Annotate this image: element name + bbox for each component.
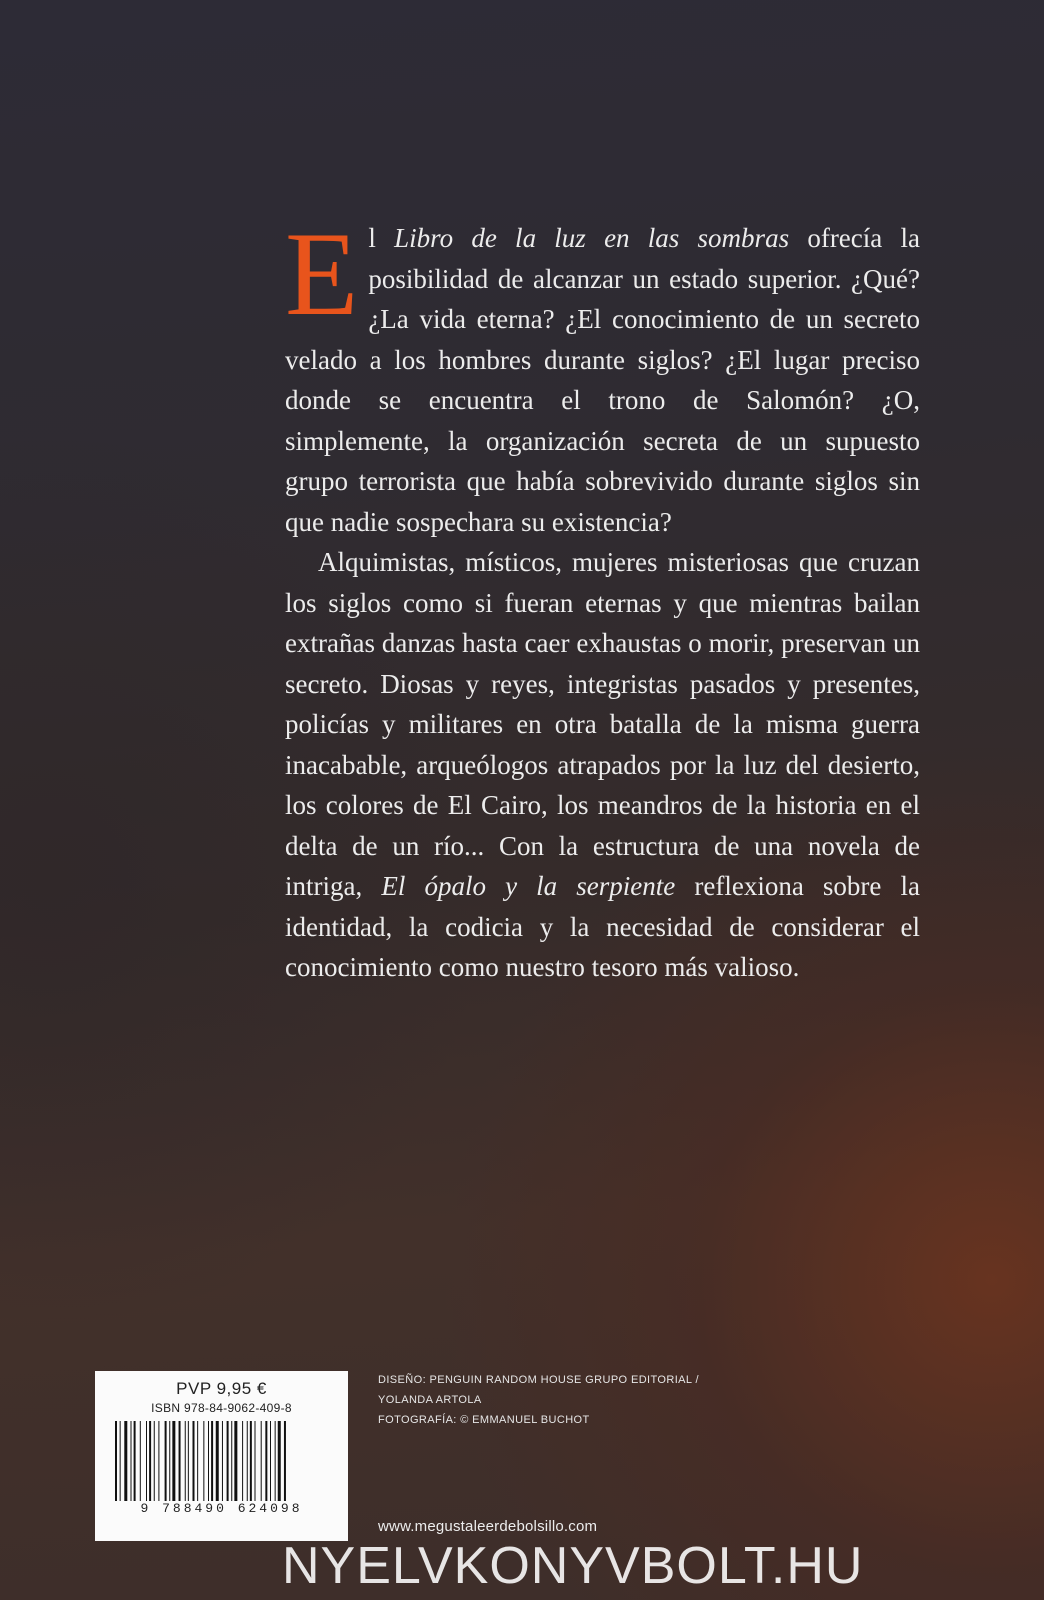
barcode-bar	[153, 1421, 154, 1501]
barcode-bar	[234, 1421, 237, 1501]
barcode-panel	[95, 1371, 348, 1541]
barcode-bar	[187, 1421, 188, 1501]
barcode-bar	[265, 1421, 267, 1501]
blurb-p1-lead: l	[368, 223, 395, 253]
barcode-bar	[274, 1421, 275, 1501]
book-title-italic: Libro de la luz en las sombras	[394, 223, 790, 253]
price-label: PVP 9,95 €	[176, 1379, 267, 1398]
barcode-bar	[203, 1421, 204, 1501]
blurb-p2-end: reflexiona sobre la identidad, la codicia y la necesidad de considerar el conocimiento como nuestro tesoro más valioso.	[285, 871, 920, 982]
barcode-bar	[130, 1421, 131, 1501]
barcode-bar	[277, 1421, 280, 1501]
barcode-bar	[178, 1421, 180, 1501]
barcode-bar	[158, 1421, 159, 1501]
barcode-bar	[172, 1421, 175, 1501]
blurb-p2-text: Alquimistas, místicos, mujeres misteriosas que cruzan los siglos como si fueran eternas y que mientras bailan extrañas danzas hasta caer exhaustas o morir, preservan un secreto. Diosas y reyes, integristas pasados y presentes, policías y militares en otra batalla de la misma guerra inacabable, arqueólogos atrapados por la luz del desierto, los colores de El Cairo, los meandros de la historia en el delta de un río... Con la estructura de una novela de intriga,	[285, 547, 920, 901]
blurb-p1-text: ofrecía la posibilidad de alcanzar un estado superior. ¿Qué? ¿La vida eterna? ¿El conocimiento de un secreto velado a los hombres durante siglos? ¿El lugar preciso donde se encuentra el trono de Salomón? ¿O, simplemente, la organización secreta de un supuesto grupo terrorista que había sobrevivido durante siglos sin que nadie sospechara su existencia?	[285, 223, 920, 537]
barcode-bar	[169, 1421, 170, 1501]
barcode-bar	[231, 1421, 232, 1501]
barcode-bar	[246, 1421, 247, 1501]
blurb-paragraph-1	[285, 207, 920, 542]
credits-designer-line: YOLANDA ARTOLA	[378, 1394, 482, 1406]
publisher-website: www.megustaleerdebolsillo.com	[378, 1518, 598, 1535]
credits-design-line: DISEÑO: PENGUIN RANDOM HOUSE GRUPO EDITORIAL /	[378, 1374, 699, 1386]
barcode-bar	[192, 1421, 194, 1501]
barcode-bar	[139, 1421, 140, 1501]
barcode-bar	[270, 1421, 271, 1501]
barcode-bar	[149, 1421, 151, 1501]
barcode-bars	[113, 1421, 331, 1501]
barcode-bar	[249, 1421, 251, 1501]
credits-photo-line: FOTOGRAFÍA: © EMMANUEL BUCHOT	[378, 1414, 590, 1426]
blurb-paragraph-2	[285, 542, 920, 988]
barcode-bar	[184, 1421, 185, 1501]
barcode-bar	[254, 1421, 255, 1501]
back-cover-blurb	[285, 207, 920, 988]
barcode-bar	[164, 1421, 166, 1501]
barcode-bar	[283, 1421, 285, 1501]
barcode-bar	[208, 1421, 209, 1501]
barcode-bar	[146, 1421, 147, 1501]
barcode-bar	[197, 1421, 198, 1501]
design-credits	[378, 1370, 699, 1430]
barcode-bar	[260, 1421, 261, 1501]
barcode-digits: 9 788490 624098	[140, 1501, 303, 1516]
barcode-bar	[211, 1421, 213, 1501]
store-watermark: NYELVKONYVBOLT.HU	[282, 1537, 864, 1595]
barcode-bar	[115, 1421, 117, 1501]
barcode-bar	[221, 1421, 222, 1501]
drop-cap-letter: E	[285, 207, 359, 340]
barcode-bar	[133, 1421, 135, 1501]
novel-title-italic: El ópalo y la serpiente	[381, 871, 676, 901]
barcode-bar	[119, 1421, 120, 1501]
barcode-bar	[242, 1421, 243, 1501]
barcode-bar	[215, 1421, 218, 1501]
barcode-bar	[226, 1421, 228, 1501]
barcode-bar	[124, 1421, 127, 1501]
isbn-label: ISBN 978-84-9062-409-8	[151, 1401, 292, 1415]
